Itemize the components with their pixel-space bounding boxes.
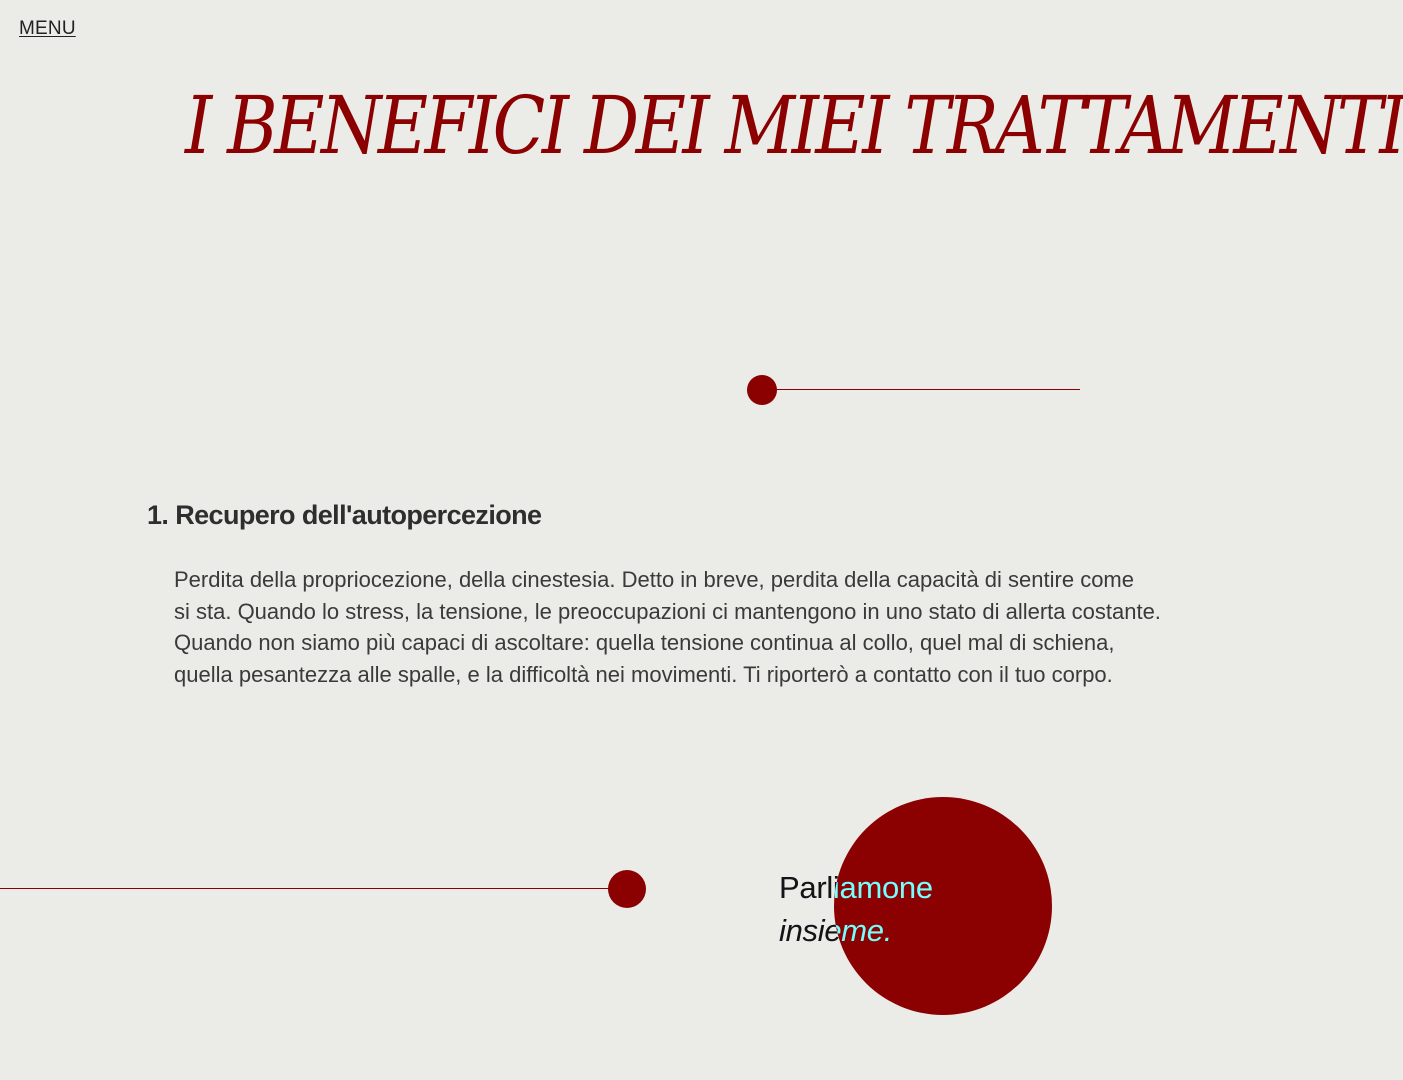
body-line: Perdita della propriocezione, della cinestesia. Detto in breve, perdita della capacità di sentire come: [174, 567, 1134, 592]
cta-text: [779, 866, 933, 952]
timeline-line: [0, 888, 612, 889]
contact-cta-button[interactable]: [779, 797, 1080, 1017]
timeline-line: [775, 389, 1080, 390]
cta-line-2: insieme.: [779, 913, 893, 948]
timeline-dot: [608, 870, 646, 908]
body-line: si sta. Quando lo stress, la tensione, le preoccupazioni ci mantengono in uno stato di allerta costante.: [174, 598, 1161, 624]
timeline-dot: [747, 375, 777, 405]
cta-line-1: Parliamone: [779, 870, 933, 905]
menu-link[interactable]: MENU: [19, 18, 76, 39]
page-title: I BENEFICI DEI MIEI TRATTAMENTI: [185, 79, 1403, 172]
timeline-marker-bottom: [0, 870, 646, 908]
timeline-marker-top: [747, 375, 1080, 405]
body-line: Quando non siamo più capaci di ascoltare: quella tensione continua al collo, quel mal di schiena,: [174, 630, 1115, 655]
section-body: [174, 564, 1161, 690]
section-heading: 1. Recupero dell'autopercezione: [147, 500, 542, 530]
body-line: quella pesantezza alle spalle, e la difficoltà nei movimenti. Ti riporterò a contatto con il tuo corpo.: [174, 661, 1113, 687]
